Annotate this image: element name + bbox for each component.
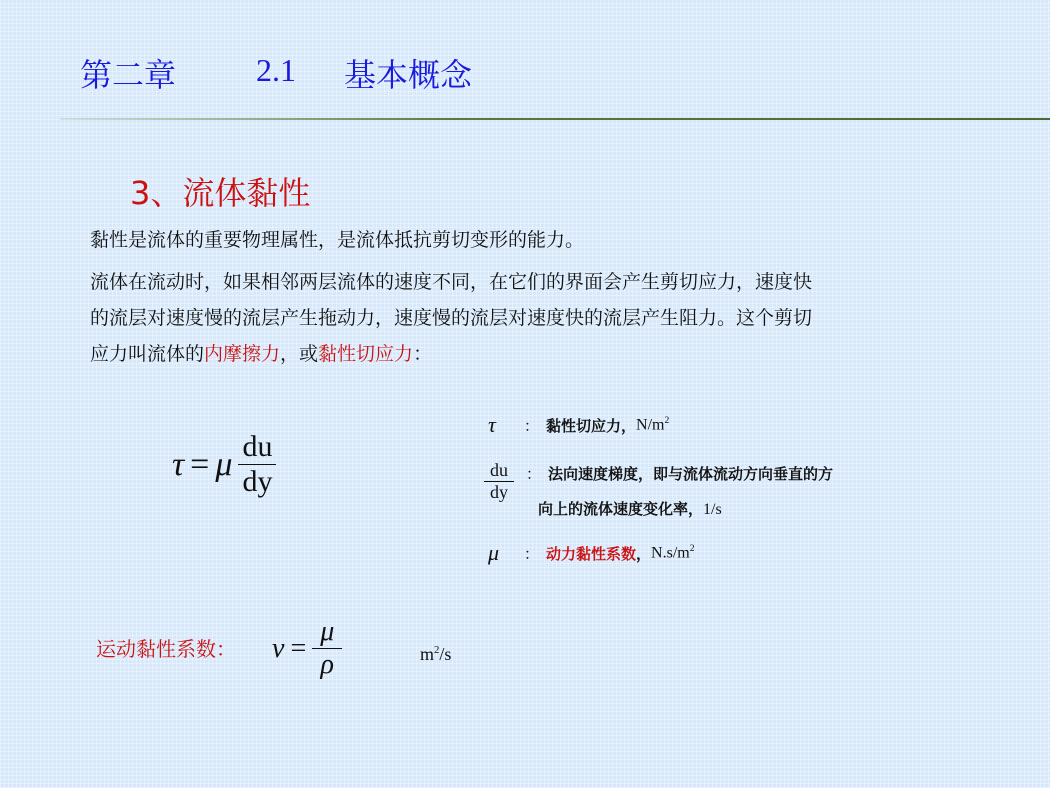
legend-mu-unit (651, 543, 694, 562)
formula-numerator: du (238, 430, 276, 465)
legend-tau-desc: 黏性切应力， (546, 416, 637, 435)
legend-grad-line2 (538, 498, 722, 519)
unit-base: m (420, 644, 435, 664)
paragraph-line (90, 336, 990, 372)
paragraph-line: 流体在流动时，如果相邻两层流体的速度不同，在它们的界面会产生剪切应力，速度快 (90, 271, 813, 293)
formula-denominator: dy (242, 465, 273, 498)
formula-fraction (238, 430, 276, 499)
kinematic-equals: = (290, 632, 307, 664)
legend-tau (488, 412, 669, 438)
viscosity-formula (172, 430, 276, 499)
formula-equals: = (190, 445, 210, 483)
section-number: 2.1 (256, 52, 296, 88)
legend-tau-symbol: τ (488, 412, 496, 437)
legend-separator: ， (636, 544, 652, 563)
title-divider (60, 118, 1050, 120)
legend-colon: ： (524, 544, 540, 563)
legend-colon: ： (524, 416, 540, 435)
paragraph-definition: 黏性是流体的重要物理属性，是流体抵抗剪切变形的能力。 (90, 229, 585, 251)
text-segment: ： (413, 343, 433, 365)
unit-tail: /s (439, 644, 452, 664)
unit-base: N/m (636, 416, 665, 434)
legend-mu-desc: 动力黏性系数 (546, 544, 637, 563)
kinematic-denominator: ρ (320, 649, 334, 680)
section-title: 基本概念 (344, 56, 473, 94)
paragraph-line: 的流层对速度慢的流层产生拖动力，速度慢的流层对速度快的流层产生阻力。这个剪切 (90, 307, 813, 329)
legend-grad-numerator: du (484, 460, 514, 482)
text-segment: 应力叫流体的 (90, 343, 205, 365)
legend-grad-fraction (484, 460, 514, 503)
term-viscous-shear-stress: 黏性切应力 (318, 343, 414, 365)
unit-base: N.s/m (651, 544, 690, 562)
kinematic-nu: ν (272, 632, 285, 664)
text-segment: ，或 (280, 343, 319, 365)
kinematic-fraction (312, 616, 342, 681)
unit-exponent: 2 (689, 543, 695, 555)
formula-mu: μ (215, 445, 233, 483)
legend-grad-denominator: dy (490, 482, 508, 502)
legend-mu-symbol: μ (488, 540, 500, 565)
paragraph-explanation (90, 264, 990, 372)
kinematic-unit (420, 644, 451, 665)
legend-colon: ： (526, 465, 542, 483)
legend-tau-unit (636, 415, 669, 434)
legend-grad-desc-line1: 法向速度梯度，即与流体流动方向垂直的方 (548, 465, 834, 483)
subsection-title: 3、流体黏性 (130, 174, 311, 212)
kinematic-formula (272, 616, 342, 681)
unit-exponent: 2 (664, 415, 670, 427)
chapter-title: 第二章 (80, 56, 177, 94)
kinematic-numerator: μ (312, 616, 342, 649)
kinematic-label: 运动黏性系数： (96, 637, 236, 661)
legend-grad-desc-line2: 向上的流体速度变化率， (538, 500, 704, 518)
formula-tau: τ (172, 445, 185, 483)
term-internal-friction: 内摩擦力 (204, 343, 281, 365)
legend-grad-unit: 1/s (703, 501, 722, 518)
unit-exponent: 2 (434, 644, 440, 656)
legend-mu (488, 540, 695, 566)
